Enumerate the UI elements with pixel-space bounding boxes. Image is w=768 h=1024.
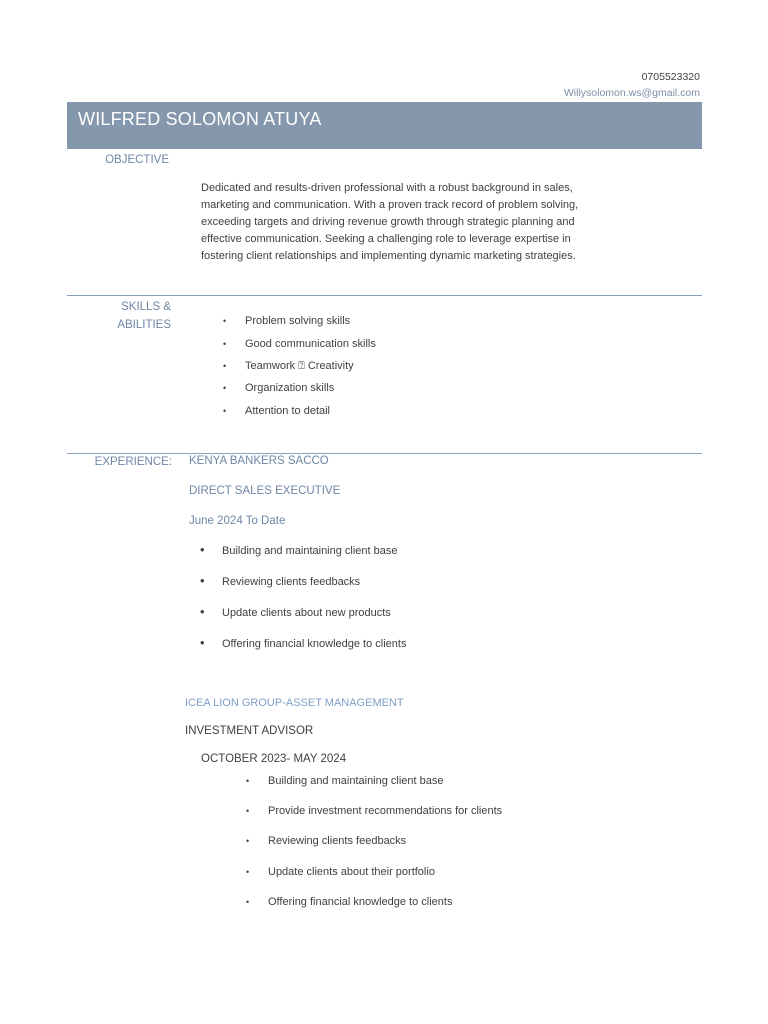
skill-text: Attention to detail xyxy=(245,405,331,417)
duty-item xyxy=(246,866,435,878)
job-period: OCTOBER 2023- MAY 2024 xyxy=(201,753,347,765)
duty-text: Building and maintaining client base xyxy=(222,545,398,557)
bullet-icon: • xyxy=(246,897,250,907)
candidate-name: WILFRED SOLOMON ATUYA xyxy=(78,109,322,129)
bullet-icon: • xyxy=(200,542,205,557)
duty-item xyxy=(246,805,502,817)
bullet-icon: • xyxy=(200,573,205,588)
bullet-icon: • xyxy=(223,316,227,326)
duty-item xyxy=(200,606,391,619)
duty-text: Update clients about their portfolio xyxy=(268,866,435,878)
skill-text: Organization skills xyxy=(245,382,335,394)
bullet-icon: • xyxy=(223,339,227,349)
duty-item xyxy=(246,775,444,787)
job-period: June 2024 To Date xyxy=(189,515,286,527)
job-company: ICEA LION GROUP-ASSET MANAGEMENT xyxy=(185,697,404,709)
skill-text: Good communication skills xyxy=(245,338,376,350)
bullet-icon: • xyxy=(200,604,205,619)
duty-text: Offering financial knowledge to clients xyxy=(222,638,407,650)
skill-item xyxy=(223,338,376,350)
bullet-icon: • xyxy=(223,383,227,393)
skills-label-line1: SKILLS & xyxy=(121,301,171,313)
experience-label: EXPERIENCE: xyxy=(94,456,172,468)
bullet-icon: • xyxy=(223,361,227,371)
bullet-icon: • xyxy=(200,635,205,650)
phone-number: 0705523320 xyxy=(641,71,700,83)
skill-item xyxy=(223,382,334,394)
duty-text: Reviewing clients feedbacks xyxy=(268,835,407,847)
duty-item xyxy=(200,575,360,588)
skill-text: Teamwork ⍰ Creativity xyxy=(245,360,354,372)
skill-item xyxy=(223,315,350,327)
email-address[interactable]: Willysolomon.ws@gmail.com xyxy=(563,87,700,99)
bullet-icon: • xyxy=(246,776,250,786)
duty-text: Offering financial knowledge to clients xyxy=(268,896,453,908)
objective-label: OBJECTIVE xyxy=(105,154,169,166)
skill-item xyxy=(223,405,330,417)
bullet-icon: • xyxy=(223,406,227,416)
bullet-icon: • xyxy=(246,806,250,816)
duty-text: Update clients about new products xyxy=(222,607,391,619)
name-banner xyxy=(67,102,702,149)
skills-label-line2: ABILITIES xyxy=(117,319,171,331)
duty-item xyxy=(200,637,406,650)
duty-text: Reviewing clients feedbacks xyxy=(222,576,361,588)
bullet-icon: • xyxy=(246,867,250,877)
skill-text: Problem solving skills xyxy=(245,315,351,327)
bullet-icon: • xyxy=(246,836,250,846)
job-title: DIRECT SALES EXECUTIVE xyxy=(189,485,341,497)
skills-label xyxy=(67,298,171,334)
skill-item xyxy=(223,360,354,373)
job-title: INVESTMENT ADVISOR xyxy=(185,725,314,737)
duty-item xyxy=(246,835,406,847)
section-divider xyxy=(67,295,702,296)
duty-item xyxy=(246,896,452,908)
duty-item xyxy=(200,544,398,557)
objective-text: Dedicated and results-driven professional with a robust background in sales, marketing and communication. With a proven track record of problem solving, exceeding targets and driving revenue growth through strategic planning and effective communication. Seeking a challenging role to leverage expertise in fostering client relationships and implementing dynamic marketing strategies. xyxy=(201,182,579,262)
duty-text: Provide investment recommendations for clients xyxy=(268,805,503,817)
duty-text: Building and maintaining client base xyxy=(268,775,444,787)
job-company: KENYA BANKERS SACCO xyxy=(189,455,329,467)
